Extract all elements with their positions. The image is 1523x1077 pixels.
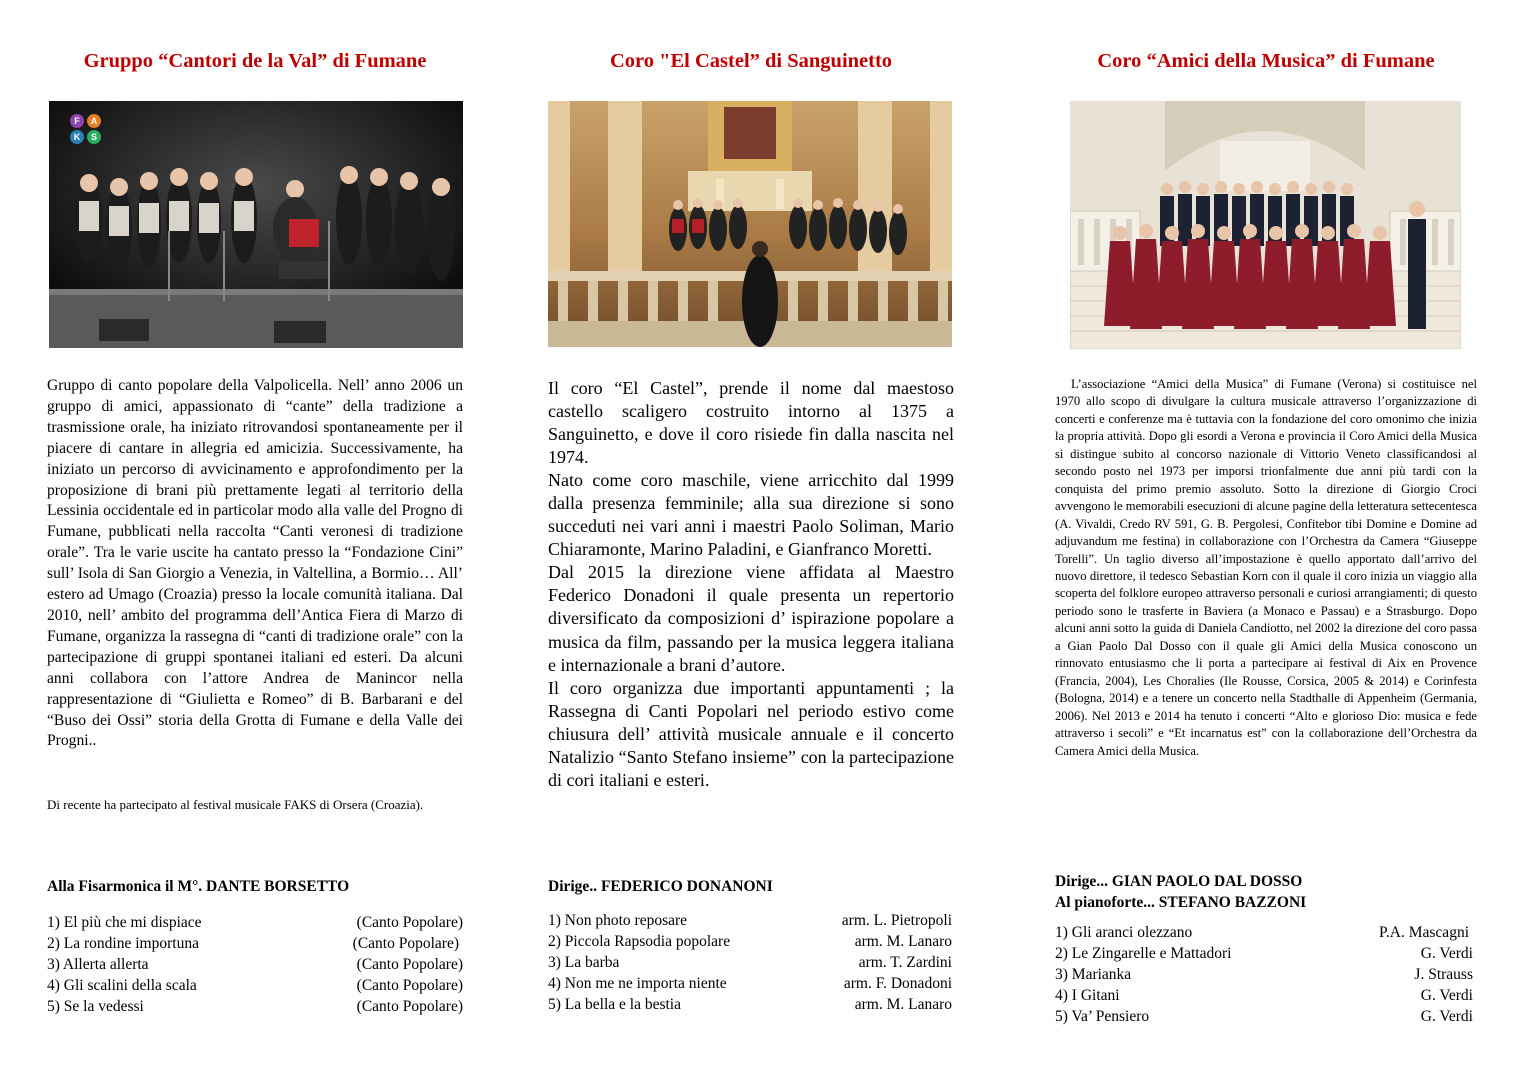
director-name: Dirige... GIAN PAOLO DAL DOSSO: [1055, 873, 1303, 890]
piece-title: 2) Piccola Rapsodia popolare: [548, 933, 731, 950]
piece-author: G. Verdi: [1420, 1008, 1473, 1025]
svg-text:S: S: [90, 132, 98, 142]
program-item: [548, 973, 954, 994]
piece-title: 2) Le Zingarelle e Mattadori: [1055, 945, 1232, 962]
piece-title: 4) Non me ne importa niente: [548, 975, 727, 992]
piece-author: (Canto Popolare): [356, 977, 463, 994]
piece-author: arm. L. Pietropoli: [841, 912, 952, 929]
program-item: [1055, 964, 1475, 985]
piece-author: arm. F. Donadoni: [843, 975, 952, 992]
program-list: [548, 910, 954, 1015]
program-item: [47, 933, 463, 954]
piece-author: (Canto Popolare): [352, 935, 459, 952]
piece-title: 4) Gli scalini della scala: [47, 977, 197, 994]
piece-author: P.A. Mascagni: [1379, 924, 1469, 941]
program-item: [47, 996, 463, 1017]
description-paragraph: Dal 2015 la direzione viene affidata al Maestro Federico Donadoni il quale presenta un repertorio diversificato da composizioni d’ ispirazione popolare a musica da film, passando per la musica leggera italiana e internazionale a brani d’autore.: [548, 562, 954, 675]
program-item: [1055, 943, 1475, 964]
director-label: Dirige.. FEDERICO DONANONI: [548, 878, 773, 895]
program-item: [548, 994, 954, 1015]
program-list: [47, 912, 463, 1017]
accompanist-label: Alla Fisarmonica il M°. DANTE BORSETTO: [47, 878, 350, 895]
piece-author: G. Verdi: [1420, 945, 1473, 962]
choir-photo-staircase: [1070, 101, 1461, 349]
program-item: [548, 910, 954, 931]
piece-author: (Canto Popolare): [356, 956, 463, 973]
choir-photo-church: [548, 101, 952, 347]
piece-title: 3) Marianka: [1055, 966, 1132, 983]
choir-description: [548, 377, 954, 792]
program-item: [1055, 1006, 1475, 1027]
piece-title: 3) La barba: [548, 954, 620, 971]
svg-text:K: K: [73, 132, 81, 142]
description-paragraph: Il coro “El Castel”, prende il nome dal maestoso castello scaligero costruito intorno al 1375 a Sanguinetto, e dove il coro risiede fin dalla nascita nel 1974.: [548, 378, 954, 468]
program-item: [47, 975, 463, 996]
piece-author: arm. M. Lanaro: [854, 933, 952, 950]
piece-title: 1) Non photo reposare: [548, 912, 688, 929]
piece-title: 5) La bella e la bestia: [548, 996, 681, 1013]
program-item: [548, 931, 954, 952]
piece-title: 2) La rondine importuna: [47, 935, 199, 952]
svg-text:F: F: [74, 116, 80, 126]
description-paragraph: Nato come coro maschile, viene arricchito dal 1999 dalla presenza femminile; alla sua direzione si sono succeduti nei vari anni i maestri Paolo Soliman, Mario Chiaramonte, Marino Paladini, e Gianfranco Moretti.: [548, 470, 954, 560]
director-label: [1055, 871, 1306, 913]
piece-title: 5) Va’ Pensiero: [1055, 1008, 1150, 1025]
piece-author: G. Verdi: [1420, 987, 1473, 1004]
choir-title: Gruppo “Cantori de la Val” di Fumane: [83, 50, 427, 72]
choir-title: Coro "El Castel” di Sanguinetto: [609, 50, 893, 72]
choir-note: Di recente ha partecipato al festival musicale FAKS di Orsera (Croazia).: [47, 797, 424, 812]
pianist-name: Al pianoforte... STEFANO BAZZONI: [1055, 894, 1307, 911]
program-item: [1055, 985, 1475, 1006]
piece-title: 3) Allerta allerta: [47, 956, 149, 973]
program-item: [47, 912, 463, 933]
piece-author: arm. T. Zardini: [858, 954, 952, 971]
choir-description: Gruppo di canto popolare della Valpolicella. Nell’ anno 2006 un gruppo di amici, appassionato di “cante” della tradizione a trasmissione orale, ha iniziato ritrovandosi spontaneamente per il piacere di cantare in allegria ed amicizia. Successivamente, ha iniziato un percorso di avvicinamento e approfondimento per la proposizione di brani più prettamente legati al territorio della Lessinia occidentale ed in particolar modo alla valle del Progno di Fumane, pubblicati nella raccolta “Canti veronesi di tradizione orale”. Tra le varie uscite ha cantato presso la “Fondazione Cini” sull’ Isola di San Giorgio a Venezia, in Valtellina, a Bormio… All’ estero ad Umago (Croazia) presso la locale comunità italiana. Dal 2010, nell’ ambito del programma dell’Antica Fiera di Marzo di Fumane, organizza la rassegna di “canti di tradizione orale” con la partecipazione di gruppi spontanei italiani ed esteri. Da alcuni anni collabora con l’attore Andrea de Manincor nella rappresentazione di “Giulietta e Romeo” di B. Barbarani e del “Buso dei Ossi” storia della Grotta di Fumane e della Valle dei Progni..: [47, 377, 463, 750]
svg-text:A: A: [90, 116, 98, 126]
piece-author: (Canto Popolare): [356, 998, 463, 1015]
program-item: [1055, 922, 1475, 943]
piece-author: (Canto Popolare): [356, 914, 463, 931]
piece-title: 1) El più che mi dispiace: [47, 914, 202, 931]
choir-title: Coro “Amici della Musica” di Fumane: [1097, 50, 1435, 72]
choir-photo-stage: [49, 101, 463, 348]
program-item: [548, 952, 954, 973]
program-item: [47, 954, 463, 975]
description-paragraph: Il coro organizza due importanti appuntamenti ; la Rassegna di Canti Popolari nel periodo estivo come chiusura dell’ attività musicale annuale e il concerto Natalizio “Santo Stefano insieme” con la partecipazione di cori italiani e esteri.: [548, 677, 954, 790]
program-list: [1055, 922, 1475, 1027]
choir-description: L’associazione “Amici della Musica” di Fumane (Verona) si costituisce nel 1970 allo scopo di divulgare la cultura musicale attraverso l’organizzazione di concerti e conferenze ma è tuttavia con la fondazione del coro omonimo che inizia la propria attività. Dopo gli esordi a Verona e provincia il Coro Amici della Musica si distingue subito al concorso nazionale di Vittorio Veneto classificandosi al secondo posto nel 1973 per imporsi trionfalmente due anni più tardi con la conquista del primo premio assoluto. Sotto la direzione di Giorgio Croci avvengono le memorabili esecuzioni di alcune pagine della letteratura settecentesca (A. Vivaldi, Credo RV 591, G. B. Pergolesi, Confitebor tibi Domine e Domine ad adjuvandum me festina) in collaborazione con l’Orchestra da Camera “Giuseppe Torelli”. Un taglio diverso all’impostazione è quello apportato dall’arrivo del nuovo direttore, il tedesco Sebastian Korn con il quale il coro inizia un viaggio alla scoperta del folklore europeo attraverso personali e curiosi arrangiamenti; di questo periodo sono le trasferte in Baviera (a Monaco e Passau) e a Strasburgo. Dopo alcuni anni sotto la guida di Daniela Candiotto, nel 2002 la direzione del coro passa a Gian Paolo Dal Dosso con il quale gli Amici della Musica conoscono un rinnovato entusiasmo che li porta a partecipare ai festival di Aix en Provence (Francia, 2004), Les Choralies (Ile Rousse, Corsica, 2005 & 2014) e Corinfesta (Bologna, 2014) e a tenere un concerto nella Stadthalle di Appenheim (Germania, 2006). Nel 2013 e 2014 ha tenuto i concerti “Alto e glorioso Dio: musica e fede attraverso i secoli” e “Et incarnatus est” con la collaborazione dell’Orchestra da Camera Amici della Musica.: [1055, 377, 1477, 758]
piece-author: arm. M. Lanaro: [854, 996, 952, 1013]
piece-author: J. Strauss: [1414, 966, 1473, 983]
piece-title: 5) Se la vedessi: [47, 998, 144, 1015]
piece-title: 1) Gli aranci olezzano: [1055, 924, 1193, 941]
piece-title: 4) I Gitani: [1055, 987, 1120, 1004]
